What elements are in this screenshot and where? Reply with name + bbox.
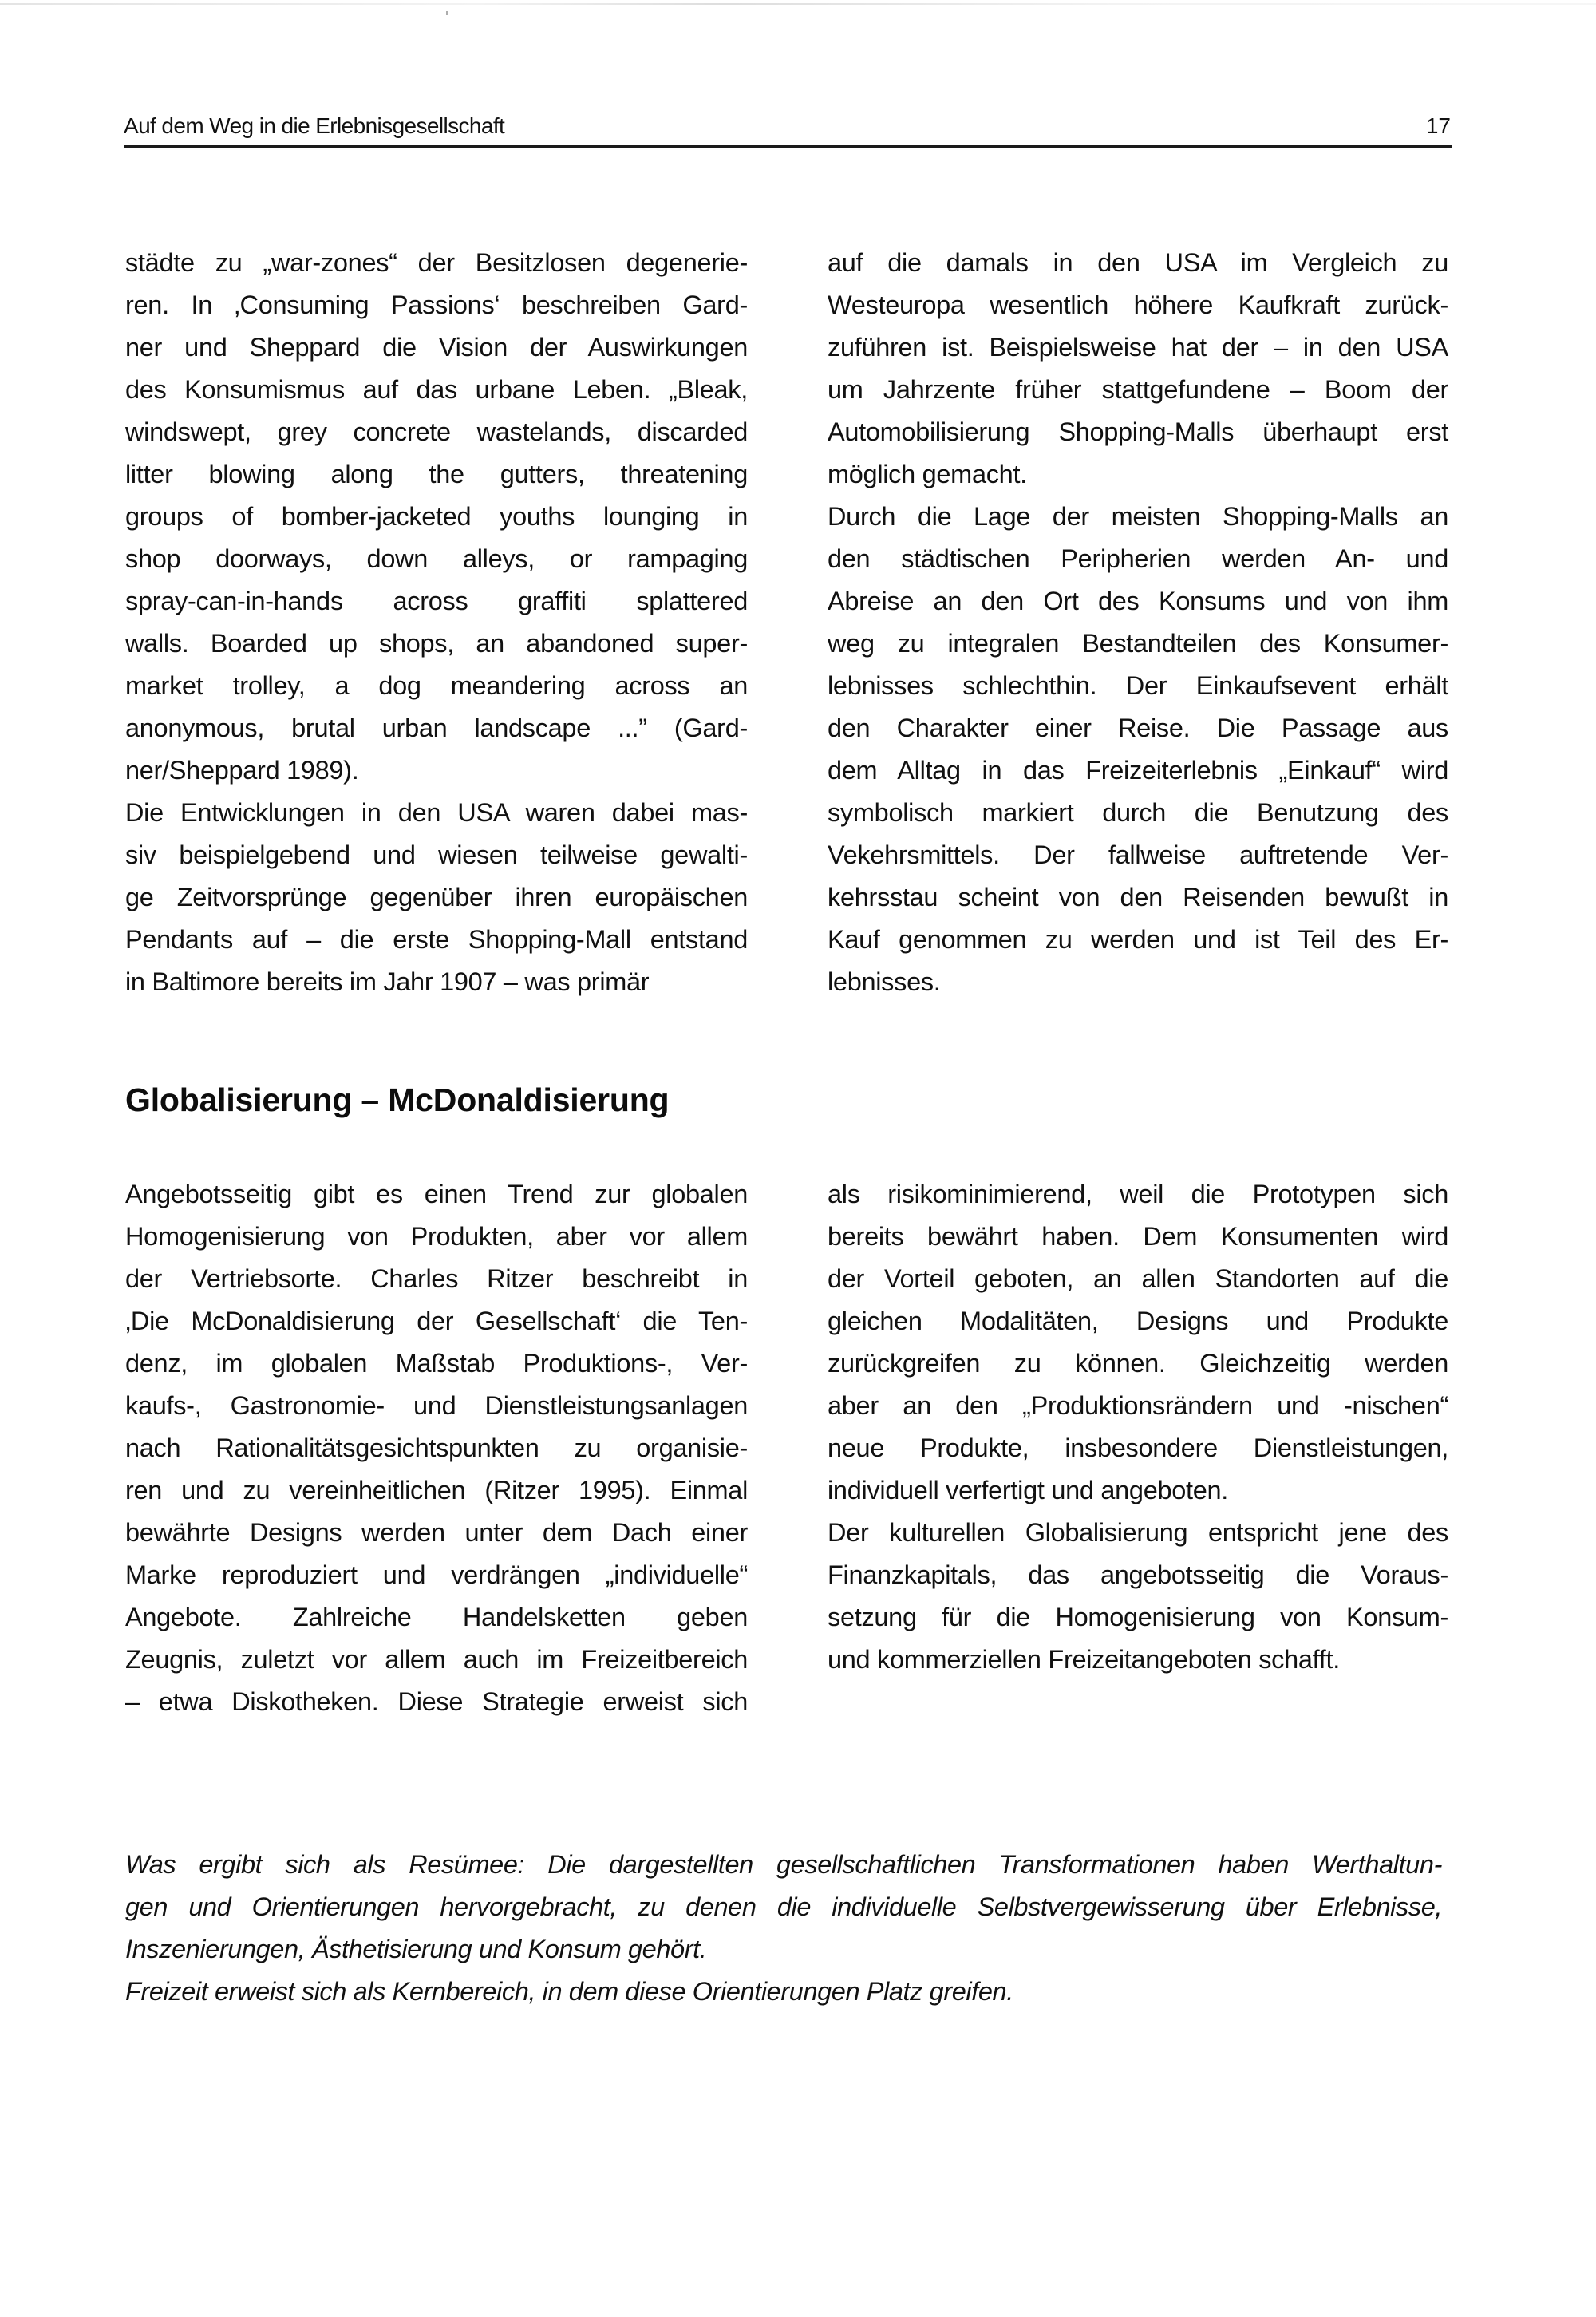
text-line: ren und zu vereinheitlichen (Ritzer 1995). Einmal <box>125 1476 748 1504</box>
text-line: windswept, grey concrete wastelands, discarded <box>125 417 748 446</box>
text-line: Marke reproduziert und verdrängen „individuelle“ <box>125 1560 748 1589</box>
text-line: individuell verfertigt und angeboten. <box>828 1476 1229 1504</box>
text-line: möglich gemacht. <box>828 460 1027 488</box>
summary-paragraph <box>125 1844 1442 2013</box>
text-line: Durch die Lage der meisten Shopping-Malls an <box>828 502 1448 531</box>
text-line: Vekehrsmittels. Der fallweise auftretende Ver- <box>828 840 1448 869</box>
text-line: ner und Sheppard die Vision der Auswirkungen <box>125 333 748 362</box>
section-2-left-column <box>125 1173 748 1723</box>
text-line: Angebotsseitig gibt es einen Trend zur globalen <box>125 1180 748 1208</box>
text-line: bereits bewährt haben. Dem Konsumenten wird <box>828 1222 1448 1251</box>
text-line: Abreise an den Ort des Konsums und von ihm <box>828 587 1448 615</box>
header-rule <box>124 145 1452 148</box>
text-line: walls. Boarded up shops, an abandoned super- <box>125 629 748 658</box>
text-line: ner/Sheppard 1989). <box>125 756 359 785</box>
text-line: um Jahrzente früher stattgefundene – Boom der <box>828 375 1448 404</box>
text-line: anonymous, brutal urban landscape ...” (Gard- <box>125 714 748 742</box>
text-line: ge Zeitvorsprünge gegenüber ihren europäischen <box>125 883 748 911</box>
text-line: kehrsstau scheint von den Reisenden bewußt in <box>828 883 1448 911</box>
text-line: Freizeit erweist sich als Kernbereich, in dem diese Orientierungen Platz greifen. <box>125 1977 1013 2006</box>
text-line: setzung für die Homogenisierung von Konsum- <box>828 1603 1448 1631</box>
page-number: 17 <box>1425 113 1451 138</box>
text-line: lebnisses schlechthin. Der Einkaufsevent erhält <box>828 671 1448 700</box>
text-line: zurückgreifen zu können. Gleichzeitig werden <box>828 1349 1448 1378</box>
text-line: groups of bomber-jacketed youths lounging in <box>125 502 748 531</box>
text-line: shop doorways, down alleys, or rampaging <box>125 544 748 573</box>
text-line: ‚Die McDonaldisierung der Gesellschaft‘ die Ten- <box>125 1307 748 1335</box>
text-line: Finanzkapitals, das angebotsseitig die Voraus- <box>828 1560 1448 1589</box>
text-line: den städtischen Peripherien werden An- und <box>828 544 1448 573</box>
text-line: städte zu „war-zones“ der Besitzlosen degenerie- <box>125 248 748 277</box>
text-line: spray-can-in-hands across graffiti splattered <box>125 587 748 615</box>
text-line: Angebote. Zahlreiche Handelsketten geben <box>125 1603 748 1631</box>
text-line: der Vertriebsorte. Charles Ritzer beschreibt in <box>125 1264 748 1293</box>
text-line: Was ergibt sich als Resümee: Die dargestellten gesellschaftlichen Transformationen haben Werthaltun- <box>125 1850 1442 1879</box>
text-line: in Baltimore bereits im Jahr 1907 – was primär <box>125 967 650 996</box>
text-line: und kommerziellen Freizeitangeboten schafft. <box>828 1645 1340 1674</box>
running-header <box>124 109 1452 148</box>
scan-edge-artifact <box>0 3 1596 5</box>
text-line: siv beispielgebend und wiesen teilweise gewalti- <box>125 840 748 869</box>
text-line: litter blowing along the gutters, threatening <box>125 460 748 488</box>
text-line: Zeugnis, zuletzt vor allem auch im Freizeitbereich <box>125 1645 748 1674</box>
text-line: Kauf genommen zu werden und ist Teil des Er- <box>828 925 1448 954</box>
text-line: lebnisses. <box>828 967 941 996</box>
text-line: aber an den „Produktionsrändern und -nischen“ <box>828 1391 1448 1420</box>
text-line: Inszenierungen, Ästhetisierung und Konsum gehört. <box>125 1935 707 1963</box>
text-line: Westeuropa wesentlich höhere Kaufkraft zurück- <box>828 291 1448 319</box>
text-line: den Charakter einer Reise. Die Passage aus <box>828 714 1448 742</box>
text-line: dem Alltag in das Freizeiterlebnis „Einkauf“ wird <box>828 756 1448 785</box>
running-title: Auf dem Weg in die Erlebnisgesellschaft <box>124 113 505 138</box>
text-line: kaufs-, Gastronomie- und Dienstleistungsanlagen <box>125 1391 748 1420</box>
text-line: gen und Orientierungen hervorgebracht, zu denen die individuelle Selbstvergewisserung über Erlebnisse, <box>125 1892 1442 1921</box>
text-line: symbolisch markiert durch die Benutzung des <box>828 798 1448 827</box>
section-1-right-column <box>828 242 1448 1003</box>
text-line: der Vorteil geboten, an allen Standorten auf die <box>828 1264 1448 1293</box>
text-line: Homogenisierung von Produkten, aber vor allem <box>125 1222 748 1251</box>
text-line: Automobilisierung Shopping-Malls überhaupt erst <box>828 417 1448 446</box>
text-line: market trolley, a dog meandering across an <box>125 671 748 700</box>
text-line: Der kulturellen Globalisierung entspricht jene des <box>828 1518 1448 1547</box>
text-line: bewährte Designs werden unter dem Dach einer <box>125 1518 748 1547</box>
section-1-left-column <box>125 242 748 1003</box>
text-line: denz, im globalen Maßstab Produktions-, Ver- <box>125 1349 748 1378</box>
text-line: des Konsumismus auf das urbane Leben. „Bleak, <box>125 375 748 404</box>
text-line: ren. In ‚Consuming Passions‘ beschreiben Gard- <box>125 291 748 319</box>
text-line: Die Entwicklungen in den USA waren dabei mas- <box>125 798 748 827</box>
text-line: als risikominimierend, weil die Prototypen sich <box>828 1180 1448 1208</box>
section-heading: Globalisierung – McDonaldisierung <box>125 1081 670 1118</box>
text-line: weg zu integralen Bestandteilen des Konsumer- <box>828 629 1448 658</box>
text-line: auf die damals in den USA im Vergleich zu <box>828 248 1448 277</box>
text-line: neue Produkte, insbesondere Dienstleistungen, <box>828 1433 1448 1462</box>
text-line: Pendants auf – die erste Shopping-Mall entstand <box>125 925 748 954</box>
text-line: gleichen Modalitäten, Designs und Produkte <box>828 1307 1448 1335</box>
text-line: zuführen ist. Beispielsweise hat der – in den USA <box>828 333 1448 362</box>
scan-dust-mark <box>446 11 448 15</box>
text-line: – etwa Diskotheken. Diese Strategie erweist sich <box>125 1687 748 1716</box>
section-2-right-column <box>828 1173 1448 1681</box>
text-line: nach Rationalitätsgesichtspunkten zu organisie- <box>125 1433 748 1462</box>
